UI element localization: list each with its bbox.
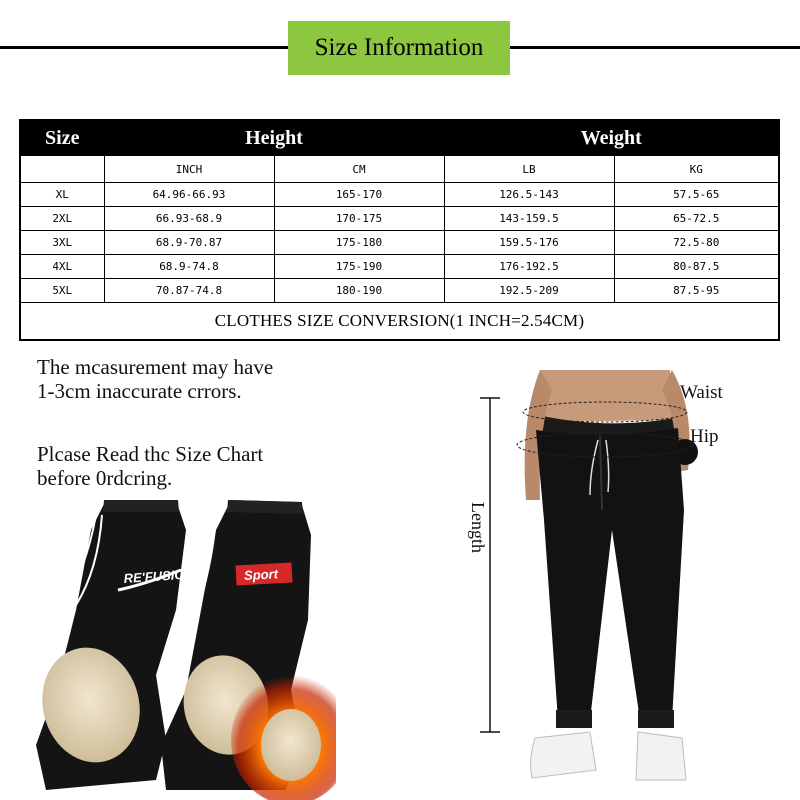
length-label: Length: [468, 502, 488, 553]
table-row: [20, 255, 779, 279]
measurement-note-line1: The mcasurement may have: [37, 355, 274, 379]
fleece-pants-photo: [36, 490, 336, 800]
lb-cell: 192.5-209: [444, 279, 614, 303]
inch-cell: 68.9-70.87: [104, 231, 274, 255]
page-title: Size Information: [288, 21, 510, 75]
hip-label: Hip: [690, 426, 719, 447]
table-row: [20, 207, 779, 231]
model-measurement-photo: [440, 360, 800, 800]
read-chart-note-line2: before 0rdcring.: [37, 466, 173, 490]
table-footer-row: [20, 303, 779, 341]
col-header-size: Size: [20, 120, 104, 156]
waist-label: Waist: [680, 382, 723, 403]
size-cell: 5XL: [20, 279, 104, 303]
size-table: [19, 119, 780, 341]
cm-cell: 180-190: [274, 279, 444, 303]
table-row: [20, 231, 779, 255]
kg-cell: 72.5-80: [614, 231, 779, 255]
subheader-kg: KG: [614, 156, 779, 183]
title-rule-right: [510, 46, 800, 49]
inch-cell: 68.9-74.8: [104, 255, 274, 279]
size-cell: XL: [20, 183, 104, 207]
kg-cell: 57.5-65: [614, 183, 779, 207]
measurement-note-line2: 1-3cm inaccurate crrors.: [37, 379, 242, 403]
cm-cell: 165-170: [274, 183, 444, 207]
col-header-height: Height: [104, 120, 444, 156]
subheader-cell: [20, 156, 104, 183]
table-row: [20, 183, 779, 207]
subheader-inch: INCH: [104, 156, 274, 183]
kg-cell: 65-72.5: [614, 207, 779, 231]
read-chart-note-line1: Plcase Read thc Size Chart: [37, 442, 264, 466]
inch-cell: 64.96-66.93: [104, 183, 274, 207]
inch-cell: 70.87-74.8: [104, 279, 274, 303]
lb-cell: 176-192.5: [444, 255, 614, 279]
size-cell: 4XL: [20, 255, 104, 279]
table-header-row: [20, 120, 779, 156]
table-row: [20, 279, 779, 303]
subheader-lb: LB: [444, 156, 614, 183]
kg-cell: 87.5-95: [614, 279, 779, 303]
table-subheader-row: [20, 156, 779, 183]
size-cell: 3XL: [20, 231, 104, 255]
sport-logo-text: Sport: [243, 566, 279, 584]
subheader-cm: CM: [274, 156, 444, 183]
refusion-logo-text: RE'FUSION: [123, 566, 195, 586]
lb-cell: 126.5-143: [444, 183, 614, 207]
size-conversion-note: CLOTHES SIZE CONVERSION(1 INCH=2.54CM): [20, 303, 779, 341]
title-rule-left: [0, 46, 288, 49]
kg-cell: 80-87.5: [614, 255, 779, 279]
cm-cell: 175-190: [274, 255, 444, 279]
inch-cell: 66.93-68.9: [104, 207, 274, 231]
lb-cell: 159.5-176: [444, 231, 614, 255]
size-cell: 2XL: [20, 207, 104, 231]
cm-cell: 170-175: [274, 207, 444, 231]
cm-cell: 175-180: [274, 231, 444, 255]
col-header-weight: Weight: [444, 120, 779, 156]
lb-cell: 143-159.5: [444, 207, 614, 231]
